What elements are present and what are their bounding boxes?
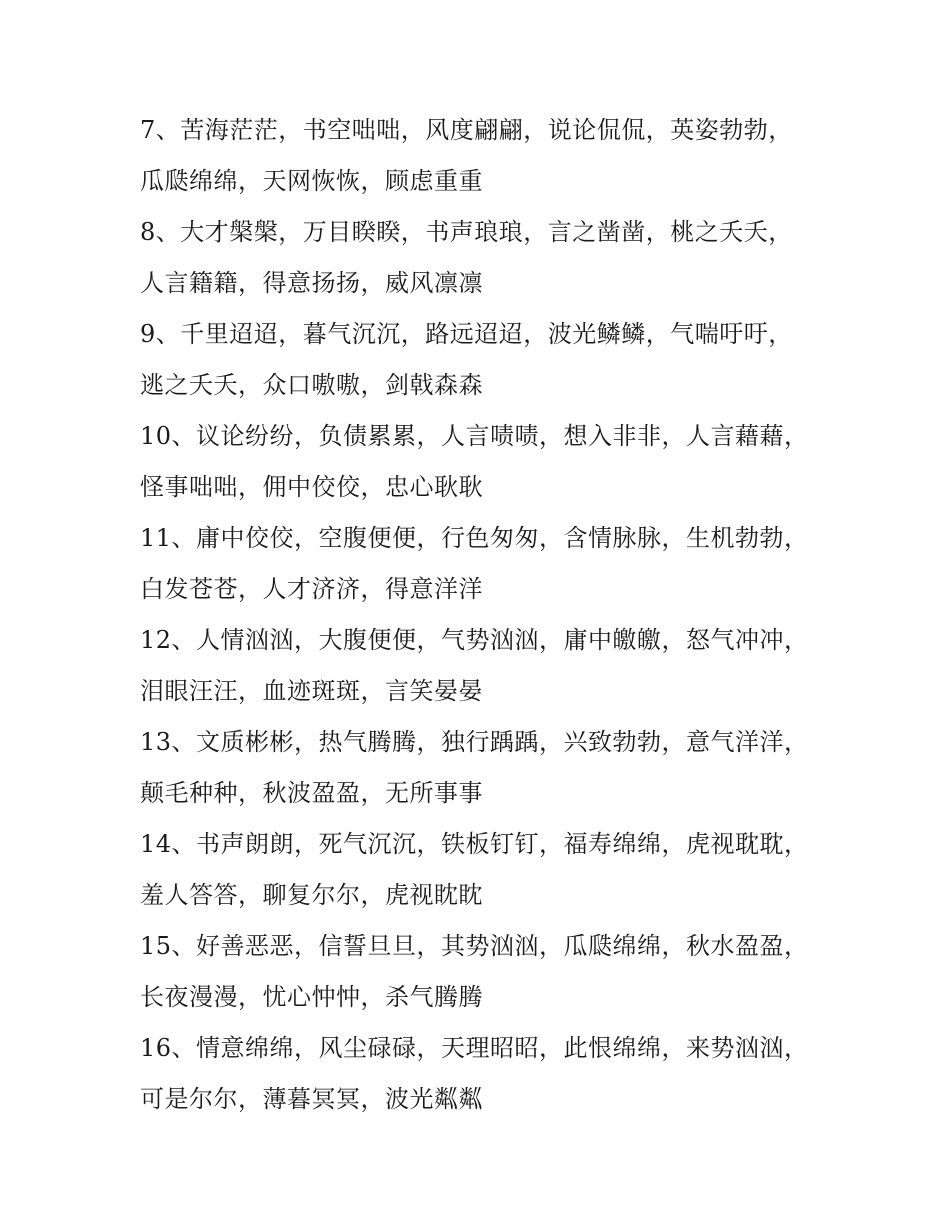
item-11-line-1: 11、庸中佼佼，空腹便便，行色匆匆，含情脉脉，生机勃勃， <box>140 524 809 552</box>
item-8-line-1: 8、大才槃槃，万目睽睽，书声琅琅，言之凿凿，桃之夭夭， <box>140 218 793 246</box>
item-10-line-2: 怪事咄咄，佣中佼佼，忠心耿耿 <box>140 473 483 501</box>
item-15-line-1: 15、好善恶恶，信誓旦旦，其势汹汹，瓜瓞绵绵，秋水盈盈， <box>140 932 809 960</box>
item-9-line-2: 逃之夭夭，众口嗷嗷，剑戟森森 <box>140 371 483 399</box>
item-16-line-1: 16、情意绵绵，风尘碌碌，天理昭昭，此恨绵绵，来势汹汹， <box>140 1034 809 1062</box>
item-16-line-2: 可是尔尔，薄暮冥冥，波光粼粼 <box>140 1085 483 1113</box>
item-7-line-1: 7、苦海茫茫，书空咄咄，风度翩翩，说论侃侃，英姿勃勃， <box>140 116 793 144</box>
item-12-line-2: 泪眼汪汪，血迹斑斑，言笑晏晏 <box>140 677 483 705</box>
item-13-line-2: 颠毛种种，秋波盈盈，无所事事 <box>140 779 483 807</box>
item-9-line-1: 9、千里迢迢，暮气沉沉，路远迢迢，波光鳞鳞，气喘吁吁， <box>140 320 793 348</box>
item-11-line-2: 白发苍苍，人才济济，得意洋洋 <box>140 575 483 603</box>
item-14-line-1: 14、书声朗朗，死气沉沉，铁板钉钉，福寿绵绵，虎视耽耽， <box>140 830 809 858</box>
item-13-line-1: 13、文质彬彬，热气腾腾，独行踽踽，兴致勃勃，意气洋洋， <box>140 728 809 756</box>
item-15-line-2: 长夜漫漫，忧心忡忡，杀气腾腾 <box>140 983 483 1011</box>
item-8-line-2: 人言籍籍，得意扬扬，威风凛凛 <box>140 269 483 297</box>
item-14-line-2: 羞人答答，聊复尔尔，虎视眈眈 <box>140 881 483 909</box>
item-12-line-1: 12、人情汹汹，大腹便便，气势汹汹，庸中皦皦，怒气冲冲， <box>140 626 809 654</box>
item-10-line-1: 10、议论纷纷，负债累累，人言啧啧，想入非非，人言藉藉， <box>140 422 809 450</box>
document-body <box>140 105 830 1125</box>
item-7-line-2: 瓜瓞绵绵，天网恢恢，顾虑重重 <box>140 167 483 195</box>
